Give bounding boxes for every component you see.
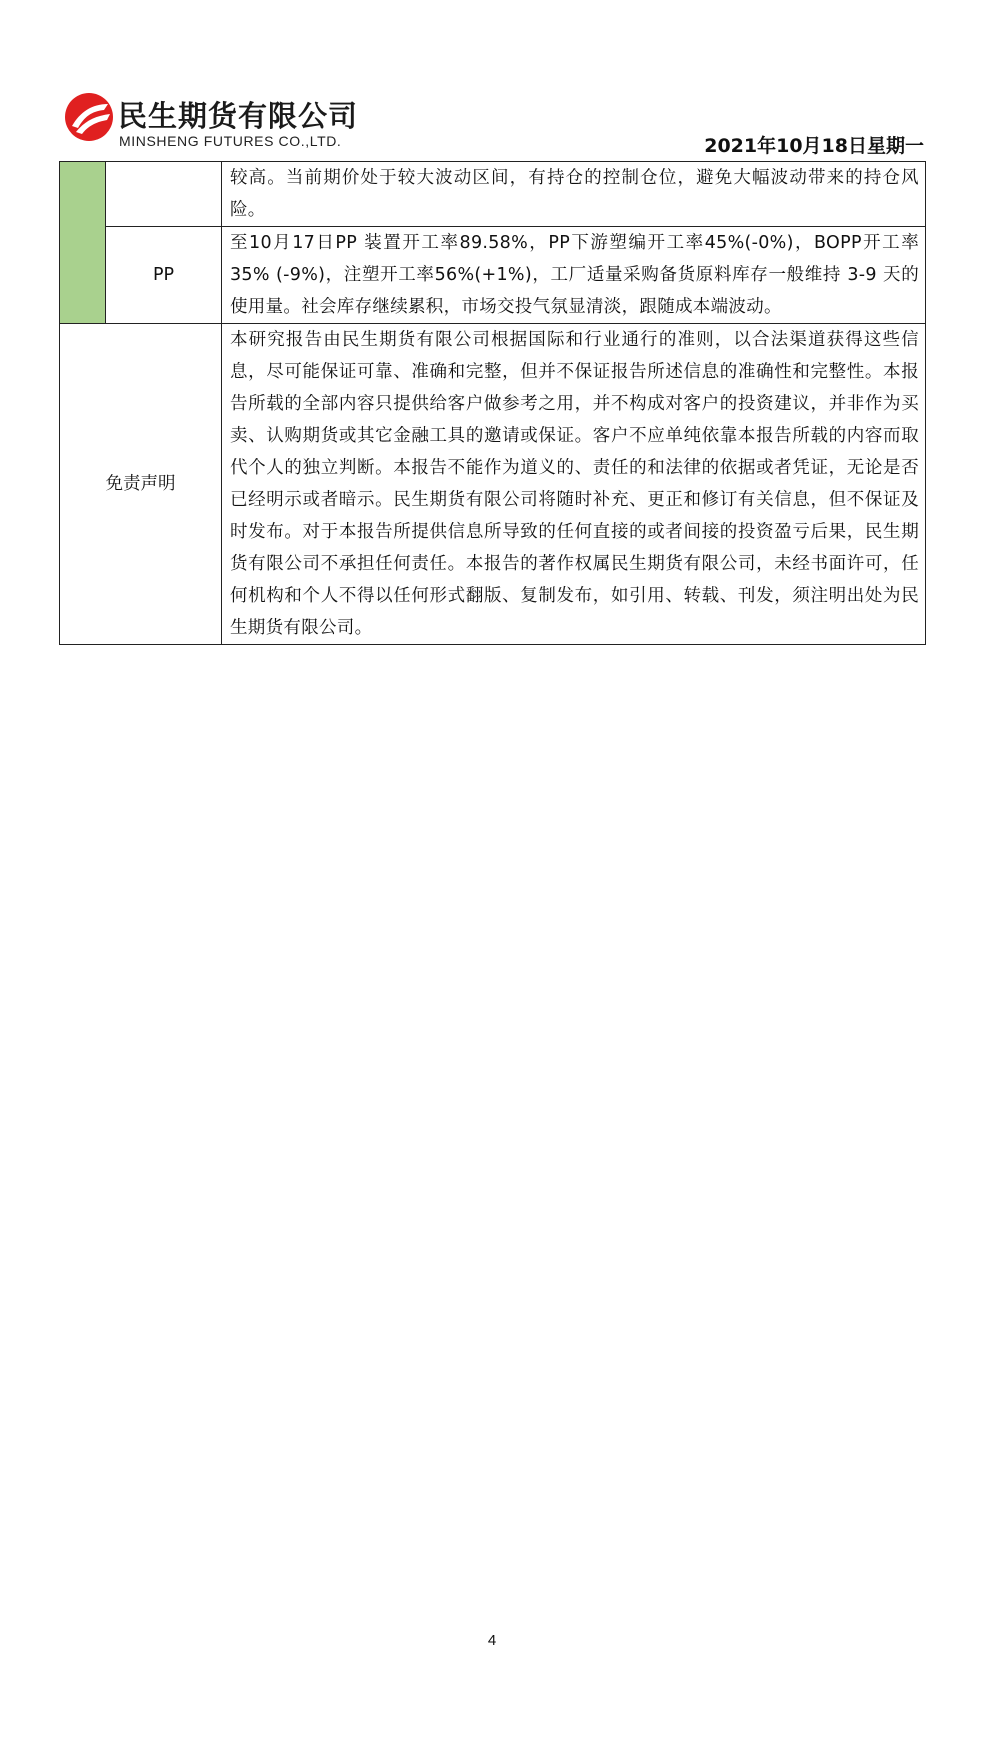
minsheng-logo-icon (64, 92, 114, 142)
disclaimer-label-cell: 免责声明 (60, 324, 222, 645)
empty-label-cell (106, 162, 222, 227)
company-name-en: MINSHENG FUTURES CO.,LTD. (119, 133, 342, 149)
report-date: 2021年10月18日星期一 (704, 135, 924, 157)
section-marker-cell (60, 162, 106, 324)
table-row (60, 227, 926, 324)
pp-text-cell: 至10月17日PP 装置开工率89.58%，PP下游塑编开工率45%(-0%)，BOPP开工率35% (-9%)，注塑开工率56%(+1%)，工厂适量采购备货原料库存一般维持 3-9 天的使用量。社会库存继续累积，市场交投气氛显清淡，跟随成本端波动。 (222, 227, 926, 324)
table-row (60, 324, 926, 645)
report-table (59, 161, 926, 645)
pp-label-cell: PP (106, 227, 222, 324)
continued-text-cell: 较高。当前期价处于较大波动区间，有持仓的控制仓位，避免大幅波动带来的持仓风险。 (222, 162, 926, 227)
company-logo (64, 92, 364, 152)
page-number: 4 (487, 1632, 497, 1649)
table-row (60, 162, 926, 227)
company-name-cn: 民生期货有限公司 (118, 99, 359, 133)
disclaimer-text-cell: 本研究报告由民生期货有限公司根据国际和行业通行的准则，以合法渠道获得这些信息，尽可能保证可靠、准确和完整，但并不保证报告所述信息的准确性和完整性。本报告所载的全部内容只提供给客户做参考之用，并不构成对客户的投资建议，并非作为买卖、认购期货或其它金融工具的邀请或保证。客户不应单纯依靠本报告所载的内容而取代个人的独立判断。本报告不能作为道义的、责任的和法律的依据或者凭证，无论是否已经明示或者暗示。民生期货有限公司将随时补充、更正和修订有关信息，但不保证及时发布。对于本报告所提供信息所导致的任何直接的或者间接的投资盈亏后果，民生期货有限公司不承担任何责任。本报告的著作权属民生期货有限公司，未经书面许可，任何机构和个人不得以任何形式翻版、复制发布，如引用、转载、刊发，须注明出处为民生期货有限公司。 (222, 324, 926, 645)
